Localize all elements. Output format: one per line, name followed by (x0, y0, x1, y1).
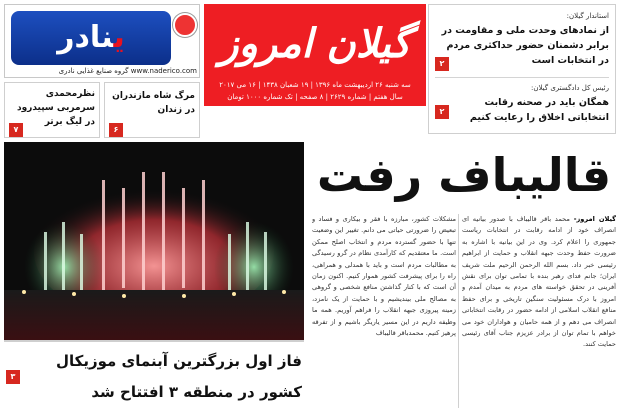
advertisement-banner[interactable] (4, 4, 200, 78)
news-kicker: استاندار گیلان: (566, 12, 609, 20)
top-news-box (428, 4, 616, 134)
article-column-right (462, 214, 616, 412)
fountain-photo[interactable] (4, 142, 304, 340)
article-column-left: مشکلات کشور، مبارزه با فقر و بیکاری و فساد و تبعیض را ضرورتی حیاتی می دانم. تغییر این وضعیت تنها با حضور گسترده مردم و انتخاب اصلح ممکن است. ما معتقدیم که کارآمدی نظام در گرو رسیدگی به مطالبات مردم است و باید با همدلی و همراهی، راه را برای پیشرفت کشور هموار کنیم. اکنون زمان آن است که با کنار گذاشتن منافع شخصی و گروهی به مصالح ملی بیندیشیم و با حمایت از یک نامزد، زمینه پیروزی جبهه انقلاب را فراهم آوریم. همه ما وظیفه داریم در این مسیر یاریگر باشیم و از تفرقه پرهیز کنیم. محمدباقر قالیباف (312, 215, 456, 338)
page-number-badge: ۷ (9, 123, 23, 137)
photo-caption[interactable]: فاز اول بزرگترین آبنمای موزیکال کشور در منطقه ۳ افتتاح شد (55, 352, 302, 401)
column-divider (458, 214, 459, 408)
brand-logo (11, 11, 171, 65)
newspaper-logo: گیلان امروز (219, 20, 411, 67)
brand-logo-name: نادر (57, 20, 114, 55)
teaser-box[interactable] (4, 82, 100, 138)
photo-caption-box (4, 340, 304, 412)
issue-info: سال هفتم | شماره ۲۶۲۹ | ۸ صفحه | تک شماره ۱۰۰۰ تومان (227, 93, 403, 101)
page-number-badge: ۳ (6, 370, 20, 384)
news-title[interactable]: همگان باید در صحنه رقابت انتخاباتی اخلاق را رعایت کنیم (469, 97, 609, 123)
teaser-title: مرگ شاه مازندران در زندان (112, 91, 195, 115)
article-body: محمد باقر قالیباف با صدور بیانیه ای انصراف خود از ادامه رقابت در انتخابات ریاست جمهوری را اعلام کرد. وی در این بیانیه با اشاره به ضرورت حفظ وحدت جبهه انقلاب و حمایت از ابراهیم رئیسی خبر داد. بسم الله الرحمن الرحیم ملت شریف ایران؛ جانم فدای رهبر بنده با تمامی توان برای نقش آفرینی در تحقق خواسته های مردم به میدان آمدم و امروز با درک مسئولیت سنگین تاریخی و برای حفظ منافع انقلاب اسلامی از ادامه حضور در رقابت انتخاباتی انصراف می دهم و از همه حامیان و هواداران خود می خواهم با تمام توان از برادر عزیزم جناب آقای رئیسی حمایت کنند. (462, 215, 616, 349)
page-number-badge: ۶ (109, 123, 123, 137)
teaser-box[interactable] (104, 82, 200, 138)
main-headline[interactable]: قالیباف رفت (316, 148, 612, 202)
news-title[interactable]: از نمادهای وحدت ملی و مقاومت در برابر دشمنان حضور حداکثری مردم در انتخابات است (441, 25, 609, 66)
masthead (204, 4, 426, 106)
page-number-badge: ۲ (435, 57, 449, 71)
divider (435, 77, 609, 78)
teaser-title: نظرمحمدی سرمربی سپیدرود در لیگ برتر (16, 89, 95, 127)
article-lead: گیلان امروز- (573, 215, 616, 223)
dateline: سه شنبه ۲۶ اردیبهشت ماه ۱۳۹۶ | ۱۹ شعبان ۱۴۳۸ | ۱۶ می ۲۰۱۷ (219, 81, 411, 89)
ad-caption: www.naderico.com گروه صنایع غذایی نادری (58, 67, 197, 75)
page-number-badge: ۲ (435, 105, 449, 119)
fountain-image (4, 142, 304, 340)
news-kicker: رئیس کل دادگستری گیلان: (530, 84, 609, 92)
seal-icon (173, 13, 197, 37)
brand-logo-letter: ی (113, 20, 125, 55)
